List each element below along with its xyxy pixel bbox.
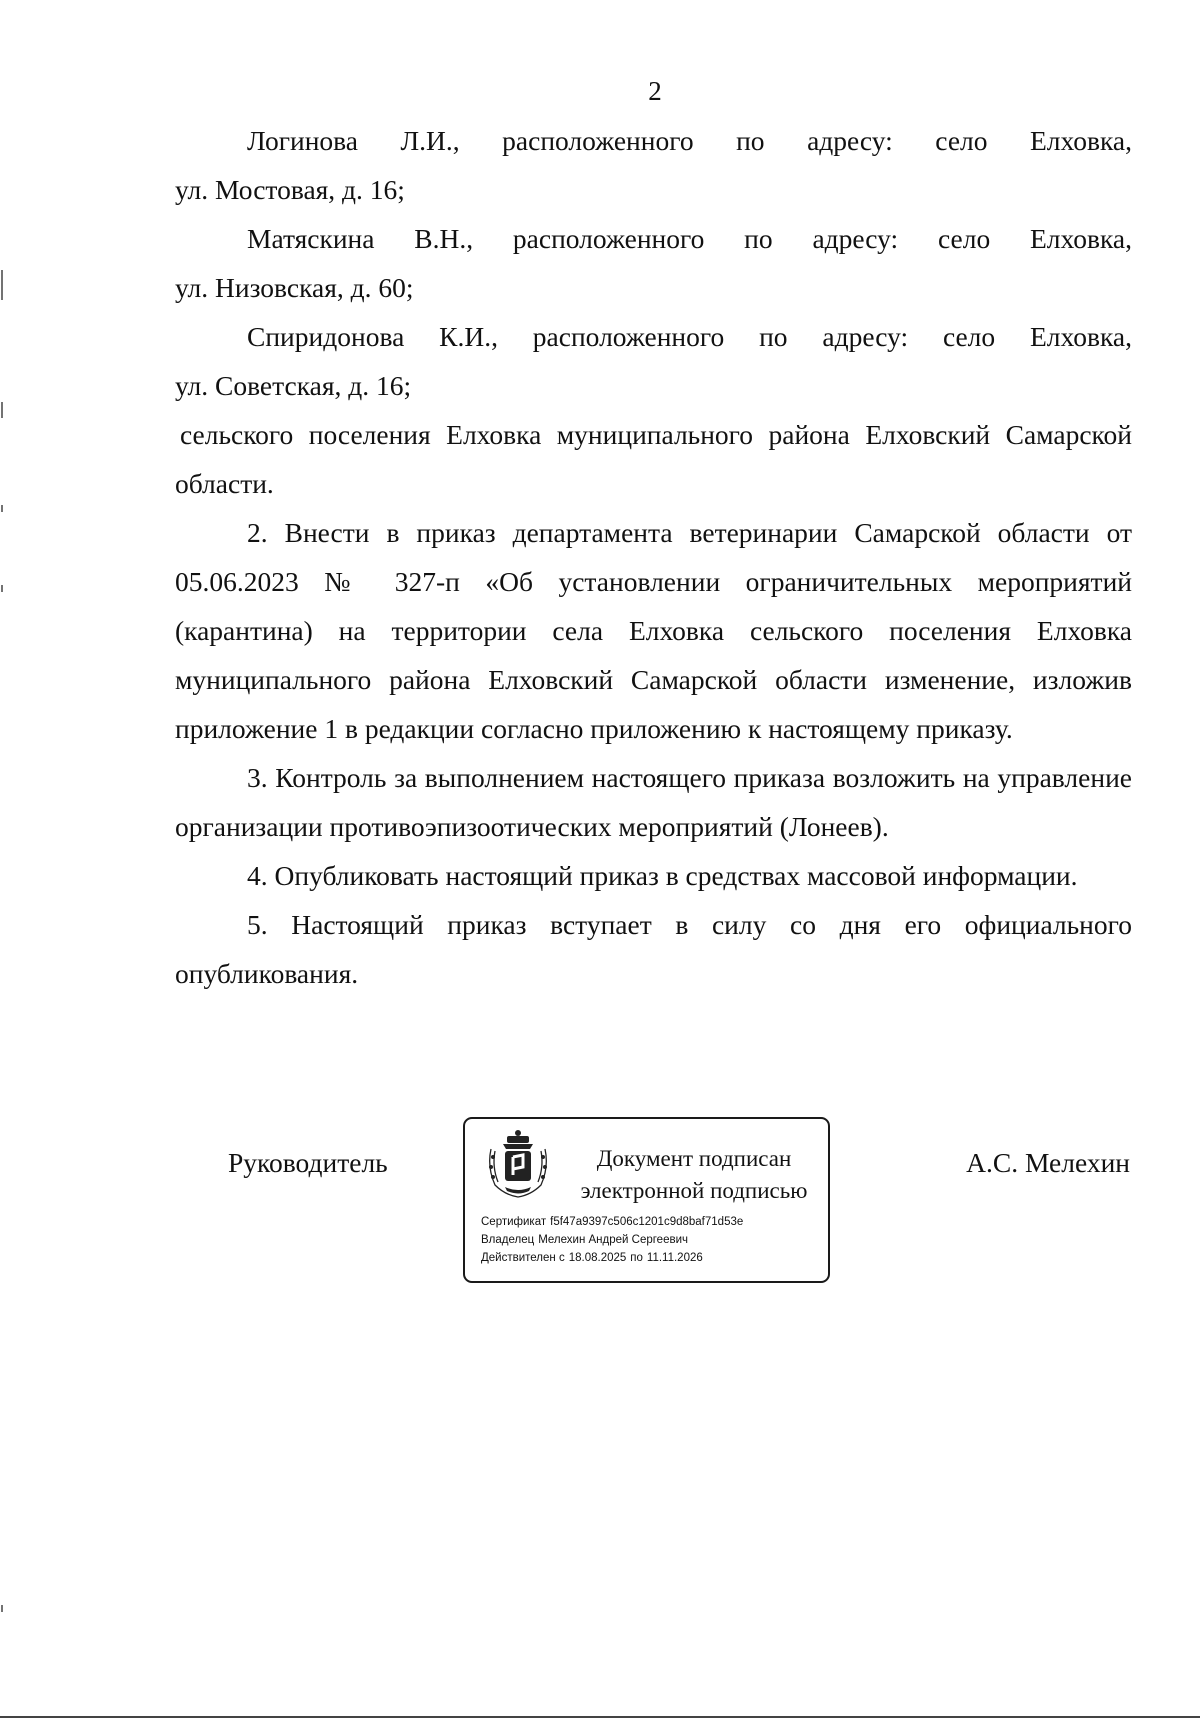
paragraph-address-spiridonova-street: ул. Советская, д. 16; <box>175 370 412 401</box>
paragraph-item-3: 3. Контроль за выполнением настоящего приказа возложить на управление организации противоэпизоотических мероприятий (Лонеев). <box>175 762 1132 842</box>
stamp-heading-line1: Документ подписан <box>596 1146 792 1171</box>
paragraph-first-line: Матяскина В.Н., расположенного по адресу: село Елховка, <box>247 223 1132 254</box>
paragraph-item-2: 2. Внести в приказ департамента ветеринарии Самарской области от 05.06.2023 № 327-п «Об установлении ограничительных мероприятий (карантина) на территории села Елховка сельского поселения Елховка муниципального района Елховский Самарской области изменение, изложив приложение 1 в редакции согласно приложению к настоящему приказу. <box>175 517 1132 744</box>
paragraph-address-matyaskina-street: ул. Низовская, д. 60; <box>175 272 414 303</box>
owner-label: Владелец <box>481 1234 535 1246</box>
paragraph-address-matyaskina <box>175 214 1132 263</box>
paragraph-item-4: 4. Опубликовать настоящий приказ в средствах массовой информации. <box>247 860 1078 891</box>
document-body <box>175 116 1132 998</box>
paragraph-address-loginova <box>175 116 1132 165</box>
stamp-validity-line <box>481 1249 823 1267</box>
stamp-heading-line2: электронной подписью <box>580 1178 808 1203</box>
signatory-name: А.С. Мелехин <box>966 1147 1130 1178</box>
signatory-title: Руководитель <box>228 1147 388 1178</box>
valid-to: 11.11.2026 <box>646 1252 703 1264</box>
valid-label: Действителен с <box>481 1252 565 1264</box>
stamp-certificate-line <box>481 1213 823 1231</box>
paragraph-settlement: сельского поселения Елховка муниципального района Елховский Самарской области. <box>175 419 1132 499</box>
paragraph-address-spiridonova <box>175 312 1132 361</box>
valid-to-label: по <box>630 1252 643 1264</box>
stamp-certificate-info <box>481 1213 823 1267</box>
stamp-owner-line <box>481 1231 823 1249</box>
valid-from: 18.08.2025 <box>568 1252 627 1264</box>
owner-value: Мелехин Андрей Сергеевич <box>538 1234 688 1246</box>
paragraph-item-5: 5. Настоящий приказ вступает в силу со дня его официального опубликования. <box>175 909 1132 989</box>
page-number: 2 <box>648 76 662 106</box>
certificate-label: Сертификат <box>481 1216 547 1228</box>
paragraph-first-line: Логинова Л.И., расположенного по адресу: село Елховка, <box>247 125 1132 156</box>
paragraph-first-line: Спиридонова К.И., расположенного по адресу: село Елховка, <box>247 321 1132 352</box>
electronic-signature-stamp <box>463 1117 830 1283</box>
certificate-value: f5f47a9397c506c1201c9d8baf71d53e <box>550 1216 744 1228</box>
samara-region-coat-of-arms-icon <box>483 1127 553 1199</box>
paragraph-address-loginova-street: ул. Мостовая, д. 16; <box>175 174 405 205</box>
stamp-heading <box>565 1143 823 1207</box>
